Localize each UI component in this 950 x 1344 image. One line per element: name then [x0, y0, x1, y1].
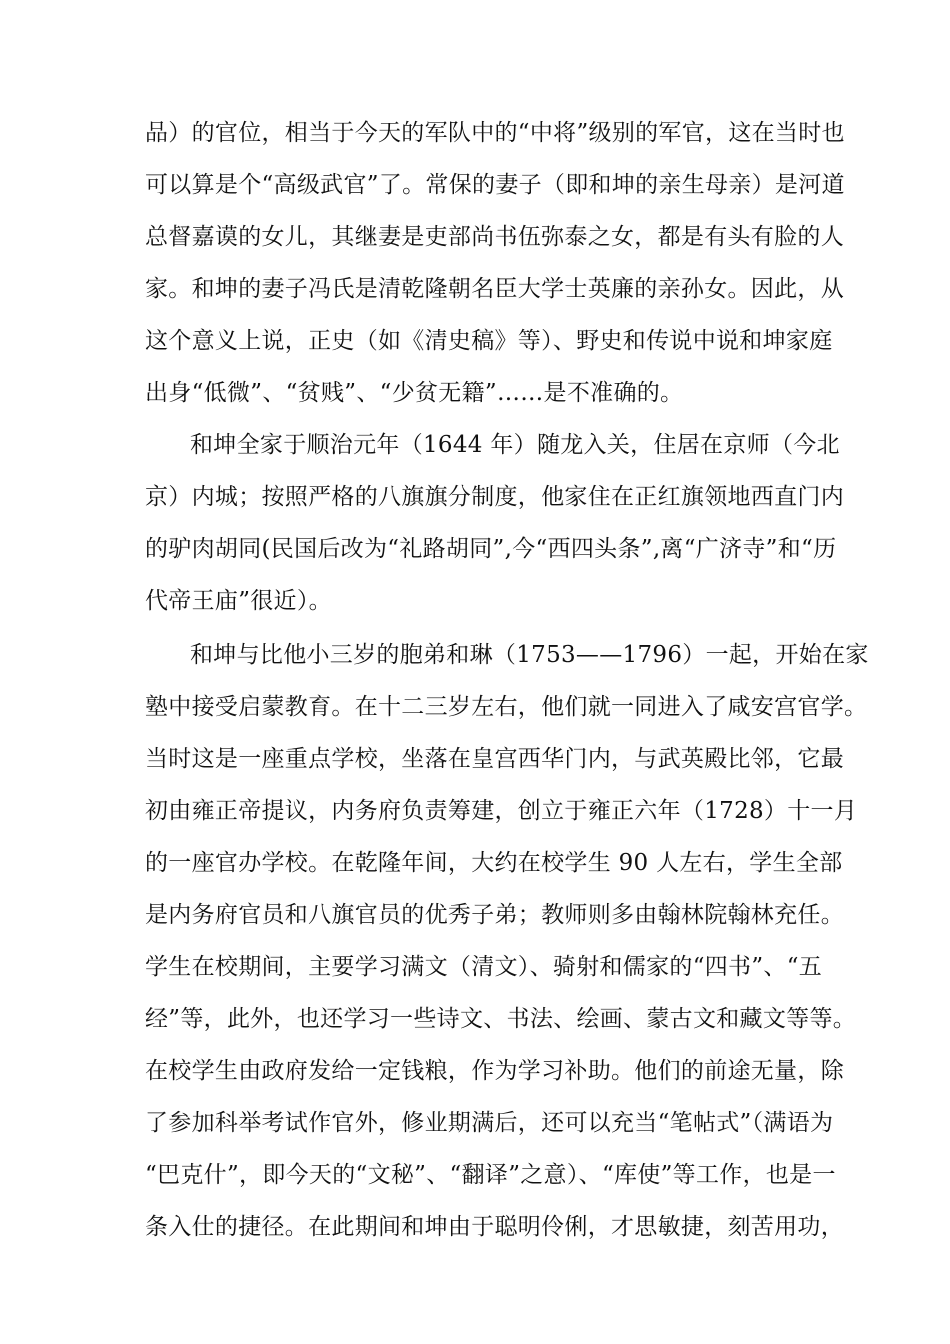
- paragraph-1-line-4: 家。和坤的妻子冯氏是清乾隆朝名臣大学士英廉的亲孙女。因此，从: [145, 276, 844, 302]
- paragraph-2-line-1: 和坤全家于顺治元年（1644 年）随龙入关，住居在京师（今北: [190, 432, 840, 458]
- paragraph-3-line-9: 在校学生由政府发给一定钱粮，作为学习补助。他们的前途无量，除: [145, 1058, 844, 1084]
- paragraph-1-line-5: 这个意义上说，正史（如《清史稿》等）、野史和传说中说和坤家庭: [145, 328, 833, 354]
- paragraph-3-line-10: 了参加科举考试作官外，修业期满后，还可以充当“笔帖式”（满语为: [145, 1110, 834, 1136]
- paragraph-1-line-1: 品）的官位，相当于今天的军队中的“中将”级别的军官，这在当时也: [145, 120, 845, 146]
- paragraph-3-line-5: 的一座官办学校。在乾隆年间，大约在校学生 90 人左右，学生全部: [145, 850, 843, 876]
- paragraph-3-line-2: 塾中接受启蒙教育。在十二三岁左右，他们就一同进入了咸安宫官学。: [145, 694, 868, 720]
- paragraph-3-line-3: 当时这是一座重点学校，坐落在皇宫西华门内，与武英殿比邻，它最: [145, 746, 844, 772]
- paragraph-3-line-6: 是内务府官员和八旗官员的优秀子弟；教师则多由翰林院翰林充任。: [145, 902, 844, 928]
- paragraph-1-line-2: 可以算是个“高级武官”了。常保的妻子（即和坤的亲生母亲）是河道: [145, 172, 845, 198]
- paragraph-1-line-6: 出身“低微”、“贫贱”、“少贫无籍”……是不准确的。: [145, 380, 684, 406]
- paragraph-3-line-12: 条入仕的捷径。在此期间和坤由于聪明伶俐，才思敏捷，刻苦用功，: [145, 1214, 844, 1240]
- paragraph-2-line-3: 的驴肉胡同(民国后改为“礼路胡同”,今“西四头条”,离“广济寺”和“历: [145, 536, 837, 562]
- paragraph-3-line-7: 学生在校期间，主要学习满文（清文）、骑射和儒家的“四书”、“五: [145, 954, 823, 980]
- paragraph-3-line-11: “巴克什”，即今天的“文秘”、“翻译”之意）、“库使”等工作，也是一: [145, 1162, 836, 1188]
- paragraph-2-line-4: 代帝王庙”很近）。: [145, 588, 332, 614]
- paragraph-3-line-1: 和坤与比他小三岁的胞弟和琳（1753——1796）一起，开始在家: [190, 642, 869, 668]
- paragraph-2-line-2: 京）内城；按照严格的八旗旗分制度，他家住在正红旗领地西直门内: [145, 484, 844, 510]
- paragraph-3-line-8: 经”等，此外，也还学习一些诗文、书法、绘画、蒙古文和藏文等等。: [145, 1006, 857, 1032]
- paragraph-1-line-3: 总督嘉谟的女儿，其继妻是吏部尚书伍弥泰之女，都是有头有脸的人: [145, 224, 844, 250]
- paragraph-3-line-4: 初由雍正帝提议，内务府负责筹建，创立于雍正六年（1728）十一月: [145, 798, 858, 824]
